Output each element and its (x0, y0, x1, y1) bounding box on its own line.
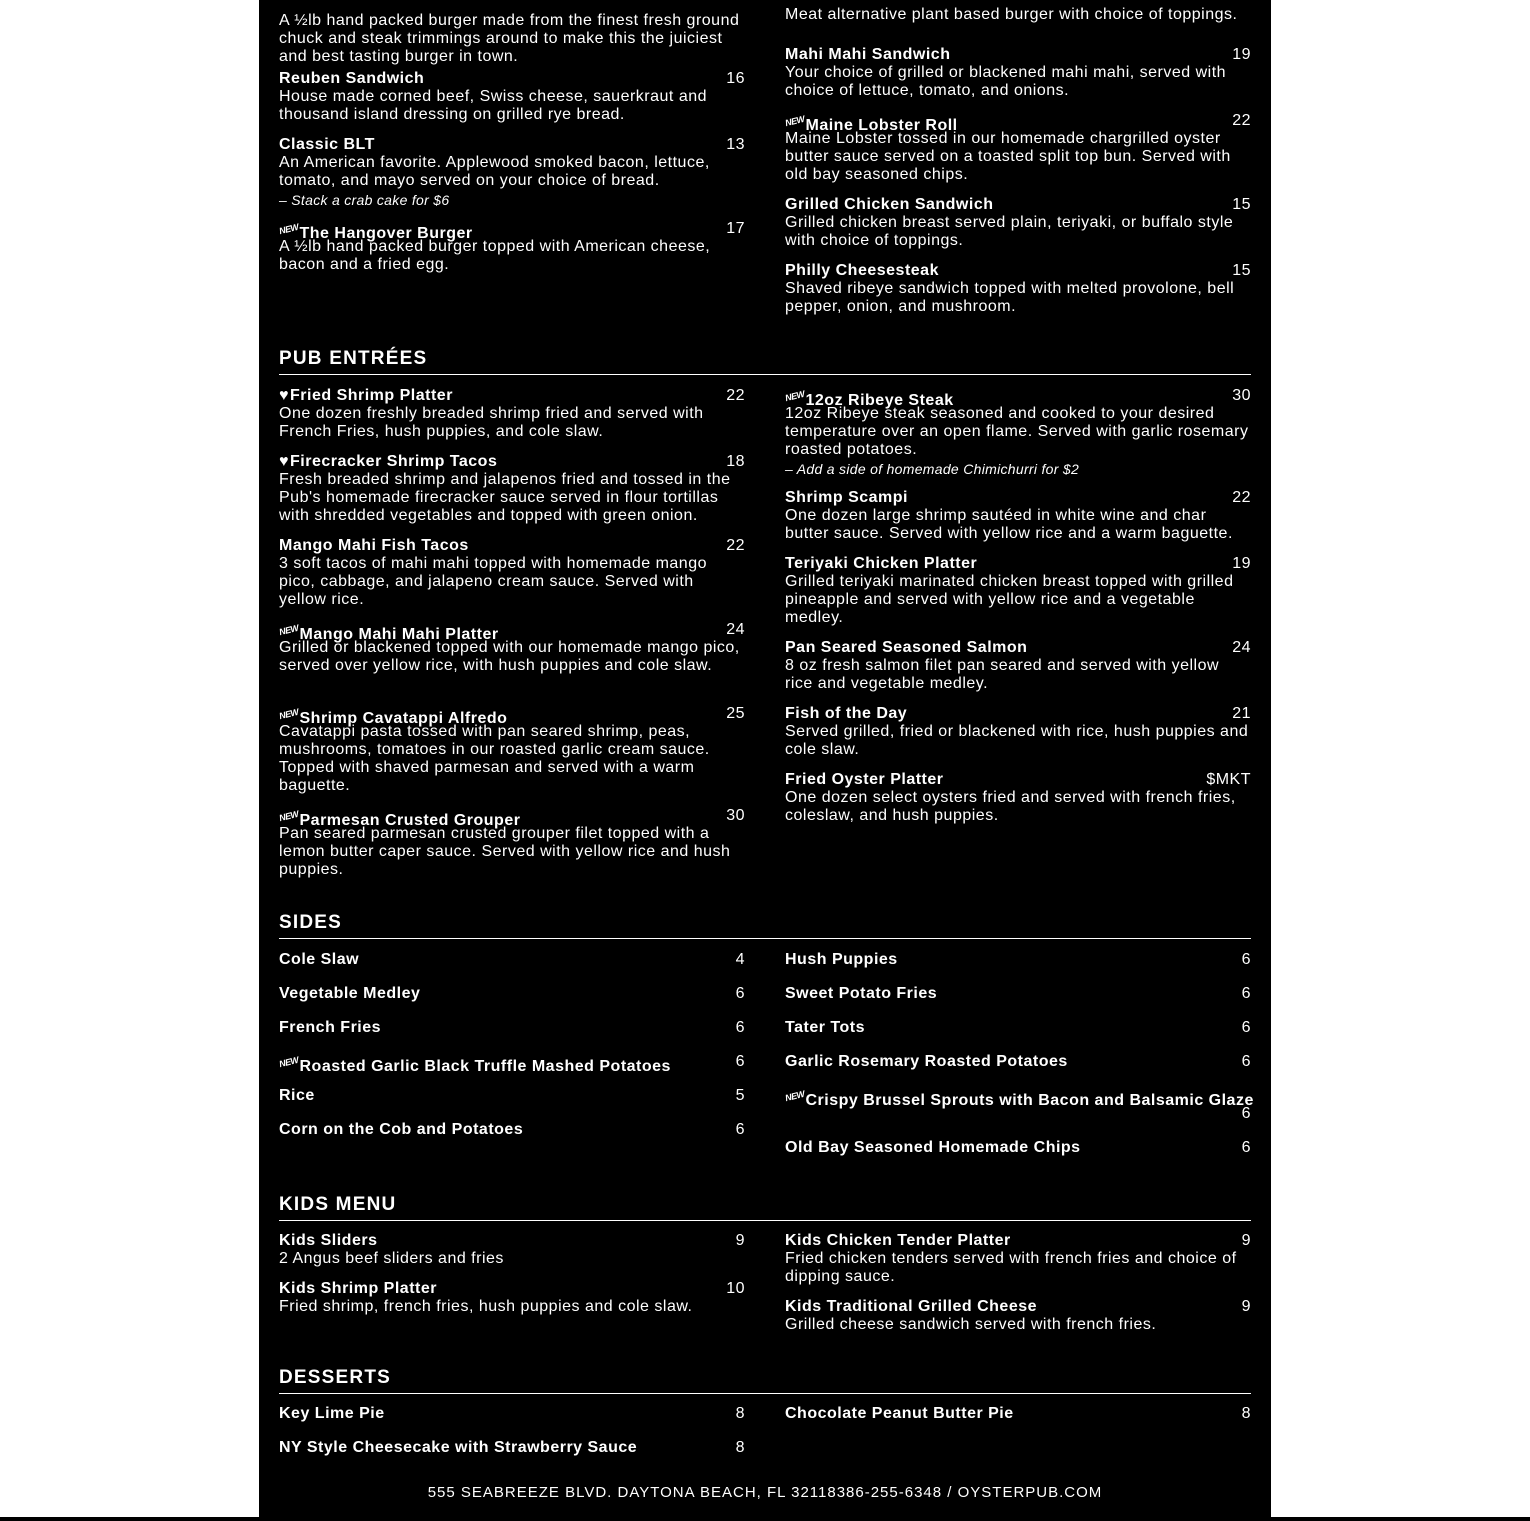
new-badge-icon: NEW (784, 388, 806, 404)
menu-item-name-text: Chocolate Peanut Butter Pie (785, 1405, 1014, 1422)
menu-item-price: 8 (735, 1439, 745, 1456)
menu-item-price: 22 (1232, 489, 1251, 506)
menu-item-name (279, 1439, 637, 1457)
menu-item-price: 9 (1241, 1232, 1251, 1249)
menu-item-price: 6 (735, 1019, 745, 1036)
menu-item-description: Maine Lobster tossed in our homemade chargrilled oyster butter sauce served on a toasted split top bun. Served with old bay seasoned chips. (785, 130, 1231, 183)
menu-item-name (785, 1405, 1014, 1423)
menu-item-price: 6 (735, 1053, 745, 1070)
menu-item (279, 1439, 745, 1457)
menu-item-name-text: Roasted Garlic Black Truffle Mashed Potatoes (299, 1058, 671, 1075)
menu-item-name-text: Hush Puppies (785, 951, 898, 968)
menu-item-description: Fried shrimp, french fries, hush puppies and cole slaw. (279, 1298, 693, 1315)
menu-item-price: 8 (1241, 1405, 1251, 1422)
desserts-right-column (785, 0, 1251, 1470)
menu-item-description: 3 soft tacos of mahi mahi topped with homemade mango pico, cabbage, and jalapeno cream sauce. Served with yellow rice. (279, 555, 707, 608)
menu-item-description: 8 oz fresh salmon filet pan seared and served with yellow rice and vegetable medley. (785, 657, 1220, 692)
menu-item-price: 13 (726, 136, 745, 153)
new-badge-icon: NEW (278, 808, 300, 824)
menu-item-name-text: The Hangover Burger (299, 225, 473, 242)
menu-item-price: 8 (735, 1405, 745, 1422)
menu-item-name-text: Vegetable Medley (279, 985, 421, 1002)
menu-item-header (279, 1439, 745, 1457)
menu-item-name-text: Kids Sliders (279, 1232, 378, 1249)
menu-item-description: One dozen large shrimp sautéed in white wine and char butter sauce. Served with yellow rice and a warm baguette. (785, 507, 1233, 542)
menu-item-name-text: 12oz Ribeye Steak (805, 392, 954, 409)
menu-item-description: Grilled chicken breast served plain, teriyaki, or buffalo style with choice of toppings. (785, 214, 1234, 249)
menu-item-name-text: Fried Oyster Platter (785, 771, 944, 788)
menu-item-price: 16 (726, 70, 745, 87)
footer-address: 555 SEABREEZE BLVD. DAYTONA BEACH, FL 32118386-255-6348 / OYSTERPUB.COM (427, 1484, 1103, 1501)
menu-item-price: 6 (1241, 1105, 1251, 1122)
menu-item-price: 6 (735, 1121, 745, 1138)
new-badge-icon: NEW (278, 1054, 300, 1070)
section-title-pub-entrees: PUB ENTRÉES (279, 348, 1251, 375)
menu-item-header (785, 1405, 1251, 1423)
menu-item-name-text: Teriyaki Chicken Platter (785, 555, 978, 572)
menu-item-price: 6 (1241, 1139, 1251, 1156)
menu-item-note: – Add a side of homemade Chimichurri for $2 (785, 461, 1080, 477)
menu-item-description: Cavatappi pasta tossed with pan seared shrimp, peas, mushrooms, tomatoes in our roasted garlic cream sauce. Topped with shaved parmesan and served with a warm baguette. (279, 723, 710, 794)
menu-item-name-text: Shrimp Cavatappi Alfredo (299, 710, 508, 727)
menu-item-description: An American favorite. Applewood smoked bacon, lettuce, tomato, and mayo served on your choice of bread. (279, 154, 710, 189)
menu-item-description: Your choice of grilled or blackened mahi mahi, served with choice of lettuce, tomato, and onions. (785, 64, 1227, 99)
menu-item-price: 6 (1241, 951, 1251, 968)
menu-item-description: Shaved ribeye sandwich topped with melted provolone, bell pepper, onion, and mushroom. (785, 280, 1235, 315)
menu-page (259, 0, 1271, 1517)
menu-item-name-text: Tater Tots (785, 1019, 865, 1036)
menu-item-price: 24 (1232, 639, 1251, 656)
menu-item-price: 19 (1232, 46, 1251, 63)
menu-item-name-text: Kids Shrimp Platter (279, 1280, 437, 1297)
menu-item-price: 15 (1232, 196, 1251, 213)
menu-item-name-text: Shrimp Scampi (785, 489, 908, 506)
menu-item-price: 15 (1232, 262, 1251, 279)
section-title-sides: SIDES (279, 912, 1251, 939)
menu-item-name-text: Kids Traditional Grilled Cheese (785, 1298, 1038, 1315)
menu-item-name-text: French Fries (279, 1019, 382, 1036)
desserts-left-column (279, 0, 745, 1470)
page-bottom-edge (0, 1517, 1530, 1521)
menu-item-price: 6 (735, 985, 745, 1002)
new-badge-icon: NEW (784, 113, 806, 129)
menu-item-price: 30 (726, 807, 745, 824)
menu-item-price: 9 (735, 1232, 745, 1249)
menu-item-note: – Stack a crab cake for $6 (279, 192, 450, 208)
menu-item-description: Served grilled, fried or blackened with rice, hush puppies and cole slaw. (785, 723, 1249, 758)
heart-icon: ♥ (279, 453, 289, 470)
menu-item-description: Grilled or blackened topped with our homemade mango pico, served over yellow rice, with hush puppies and cole slaw. (279, 639, 740, 674)
menu-item-description: Grilled cheese sandwich served with french fries. (785, 1316, 1157, 1333)
menu-item-description: One dozen select oysters fried and served with french fries, coleslaw, and hush puppies. (785, 789, 1236, 824)
menu-item-price: 9 (1241, 1298, 1251, 1315)
menu-item-price: 22 (726, 537, 745, 554)
menu-item-price: 24 (726, 621, 745, 638)
menu-item-price: 6 (1241, 985, 1251, 1002)
menu-item-description: Pan seared parmesan crusted grouper filet topped with a lemon butter caper sauce. Served with yellow rice and hush puppies. (279, 825, 731, 878)
menu-item (279, 1405, 745, 1423)
menu-item-price: 5 (735, 1087, 745, 1104)
menu-item-price: 30 (1232, 387, 1251, 404)
menu-item-name-text: Corn on the Cob and Potatoes (279, 1121, 524, 1138)
menu-item-name (279, 1405, 385, 1423)
menu-item-price: 19 (1232, 555, 1251, 572)
menu-item-description: 12oz Ribeye steak seasoned and cooked to your desired temperature over an open flame. Served with garlic rosemary roasted potatoes. (785, 405, 1249, 458)
menu-item-name-text: Parmesan Crusted Grouper (299, 812, 521, 829)
menu-item-name-text: Mango Mahi Mahi Platter (299, 626, 499, 643)
menu-item-name-text: Cole Slaw (279, 951, 360, 968)
menu-item-header (279, 1405, 745, 1423)
menu-item-name-text: Pan Seared Seasoned Salmon (785, 639, 1028, 656)
heart-icon: ♥ (279, 387, 289, 404)
menu-item-price: 22 (1232, 112, 1251, 129)
menu-item-name-text: Firecracker Shrimp Tacos (290, 453, 498, 470)
menu-item-description: Fresh breaded shrimp and jalapenos fried and tossed in the Pub's homemade firecracker sauce served in flour tortillas with shredded vegetables and topped with green onion. (279, 471, 731, 524)
section-title-kids-menu: KIDS MENU (279, 1194, 1251, 1221)
menu-item-price: 22 (726, 387, 745, 404)
menu-item-price: $MKT (1206, 771, 1251, 788)
section-title-desserts: DESSERTS (279, 1367, 1251, 1394)
menu-item-name-text: Old Bay Seasoned Homemade Chips (785, 1139, 1081, 1156)
menu-item-price: 4 (735, 951, 745, 968)
new-badge-icon: NEW (784, 1088, 806, 1104)
menu-item-name-text: Kids Chicken Tender Platter (785, 1232, 1011, 1249)
menu-item-price: 6 (1241, 1019, 1251, 1036)
menu-item-name-text: Maine Lobster Roll (805, 117, 958, 134)
menu-item-description: Grilled teriyaki marinated chicken breast topped with grilled pineapple and served with yellow rice and a vegetable medley. (785, 573, 1234, 626)
menu-item-name-text: NY Style Cheesecake with Strawberry Sauce (279, 1439, 638, 1456)
menu-item-name-text: Key Lime Pie (279, 1405, 385, 1422)
menu-item-name-text: Rice (279, 1087, 315, 1104)
menu-item-description: House made corned beef, Swiss cheese, sauerkraut and thousand island dressing on grilled rye bread. (279, 88, 708, 123)
menu-item-price: 21 (1232, 705, 1251, 722)
menu-item-description: A ½lb hand packed burger made from the finest fresh ground chuck and steak trimmings around to make this the juiciest and best tasting burger in town. (279, 12, 740, 65)
menu-item-name-text: Garlic Rosemary Roasted Potatoes (785, 1053, 1068, 1070)
menu-item-price: 25 (726, 705, 745, 722)
new-badge-icon: NEW (278, 706, 300, 722)
menu-item-description: Meat alternative plant based burger with choice of toppings. (785, 6, 1238, 23)
menu-item-price: 6 (1241, 1053, 1251, 1070)
menu-item-name-text: Crispy Brussel Sprouts with Bacon and Balsamic Glaze (805, 1092, 1254, 1109)
new-badge-icon: NEW (278, 221, 300, 237)
menu-item-description: A ½lb hand packed burger topped with American cheese, bacon and a fried egg. (279, 238, 711, 273)
menu-item-name-text: Fried Shrimp Platter (290, 387, 453, 404)
menu-item-price: 17 (726, 220, 745, 237)
menu-item-price: 10 (726, 1280, 745, 1297)
menu-item-name-text: Fish of the Day (785, 705, 908, 722)
menu-item-name-text: Philly Cheesesteak (785, 262, 939, 279)
menu-item-description: One dozen freshly breaded shrimp fried and served with French Fries, hush puppies, and cole slaw. (279, 405, 704, 440)
menu-item-name-text: Sweet Potato Fries (785, 985, 938, 1002)
menu-item-name-text: Mahi Mahi Sandwich (785, 46, 951, 63)
new-badge-icon: NEW (278, 622, 300, 638)
menu-item-description: 2 Angus beef sliders and fries (279, 1250, 504, 1267)
menu-item (785, 1405, 1251, 1423)
menu-item-name-text: Mango Mahi Fish Tacos (279, 537, 469, 554)
menu-item-name-text: Reuben Sandwich (279, 70, 425, 87)
menu-item-price: 18 (726, 453, 745, 470)
menu-item-description: Fried chicken tenders served with french fries and choice of dipping sauce. (785, 1250, 1237, 1285)
menu-item-name-text: Grilled Chicken Sandwich (785, 196, 994, 213)
menu-item-name-text: Classic BLT (279, 136, 375, 153)
